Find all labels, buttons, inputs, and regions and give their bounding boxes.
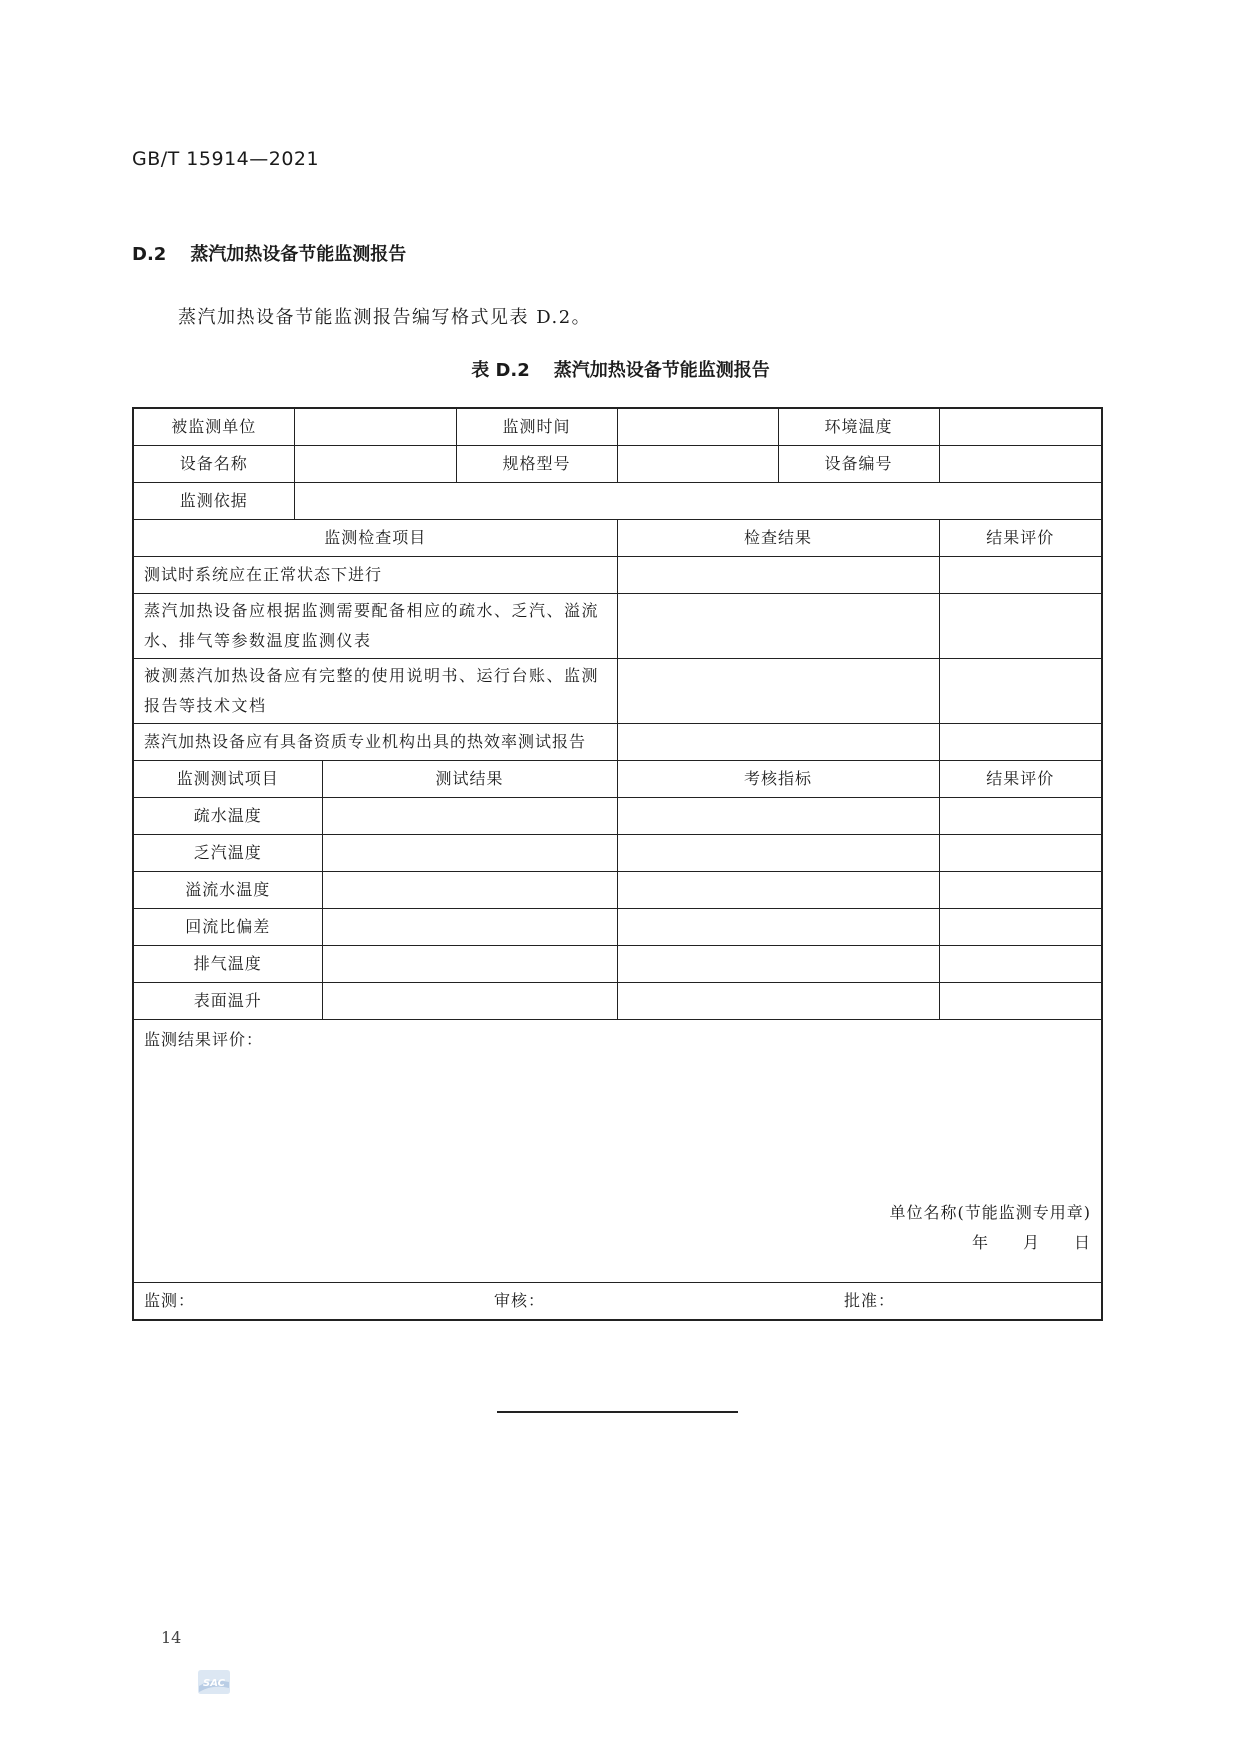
table-title-text: 蒸汽加热设备节能监测报告 [553,360,770,381]
table-number: 表 D.2 [471,360,530,381]
check-eval[interactable] [939,659,1102,724]
check-header: 监测检查项目 [133,520,617,557]
test-header: 结果评价 [939,761,1102,798]
check-result[interactable] [617,594,939,659]
check-header: 检查结果 [617,520,939,557]
test-item: 表面温升 [133,983,322,1020]
test-result[interactable] [322,946,617,983]
check-eval[interactable] [939,557,1102,594]
unit-seal-label: 单位名称(节能监测专用章) [889,1203,1091,1222]
test-eval[interactable] [939,835,1102,872]
check-header-row [133,520,1102,557]
info-value[interactable] [617,408,778,446]
test-result[interactable] [322,983,617,1020]
info-value[interactable] [939,446,1102,483]
test-item: 溢流水温度 [133,872,322,909]
sac-logo-text: SAC [203,1678,225,1689]
test-row [133,946,1102,983]
check-result[interactable] [617,557,939,594]
test-eval[interactable] [939,872,1102,909]
signature-cell [133,1283,1102,1321]
test-item: 回流比偏差 [133,909,322,946]
test-row [133,983,1102,1020]
info-label: 监测依据 [133,483,294,520]
report-table [132,407,1103,1321]
intro-paragraph: 蒸汽加热设备节能监测报告编写格式见表 D.2。 [178,307,592,328]
evaluation-label: 监测结果评价： [144,1030,264,1049]
check-row [133,594,1102,659]
monitor-signature[interactable]: 监测： [144,1291,196,1310]
info-value[interactable] [294,446,456,483]
check-item: 测试时系统应在正常状态下进行 [133,557,617,594]
check-item: 蒸汽加热设备应根据监测需要配备相应的疏水、乏汽、溢流水、排气等参数温度监测仪表 [133,594,617,659]
test-index[interactable] [617,983,939,1020]
test-index[interactable] [617,835,939,872]
test-index[interactable] [617,872,939,909]
test-header: 监测测试项目 [133,761,322,798]
test-eval[interactable] [939,798,1102,835]
section-title: 蒸汽加热设备节能监测报告 [190,244,407,265]
test-row [133,872,1102,909]
sac-logo-icon [197,1668,231,1696]
signature-row [133,1283,1102,1321]
test-index[interactable] [617,909,939,946]
review-signature[interactable]: 审核： [494,1291,546,1310]
info-row-3 [133,483,1102,520]
check-item: 被测蒸汽加热设备应有完整的使用说明书、运行台账、监测报告等技术文档 [133,659,617,724]
check-row [133,557,1102,594]
check-header: 结果评价 [939,520,1102,557]
check-result[interactable] [617,659,939,724]
test-row [133,909,1102,946]
section-heading [132,240,406,266]
info-row-1 [133,408,1102,446]
info-label: 环境温度 [778,408,939,446]
check-item: 蒸汽加热设备应有具备资质专业机构出具的热效率测试报告 [133,724,617,761]
page-number: 14 [161,1628,182,1647]
check-eval[interactable] [939,594,1102,659]
info-label: 规格型号 [456,446,617,483]
test-eval[interactable] [939,946,1102,983]
table-title [0,356,1241,382]
info-label: 设备编号 [778,446,939,483]
date-year: 年 [971,1233,989,1252]
info-value[interactable] [294,408,456,446]
date-line [938,1228,1091,1258]
info-value[interactable] [294,483,1102,520]
evaluation-row [133,1020,1102,1283]
test-eval[interactable] [939,909,1102,946]
test-result[interactable] [322,872,617,909]
test-item: 乏汽温度 [133,835,322,872]
info-row-2 [133,446,1102,483]
check-row [133,659,1102,724]
check-row [133,724,1102,761]
info-label: 监测时间 [456,408,617,446]
info-value[interactable] [617,446,778,483]
test-result[interactable] [322,909,617,946]
info-label: 设备名称 [133,446,294,483]
info-label: 被监测单位 [133,408,294,446]
test-row [133,798,1102,835]
test-item: 排气温度 [133,946,322,983]
test-header: 测试结果 [322,761,617,798]
test-header-row [133,761,1102,798]
test-result[interactable] [322,798,617,835]
check-result[interactable] [617,724,939,761]
info-value[interactable] [939,408,1102,446]
test-row [133,835,1102,872]
test-index[interactable] [617,946,939,983]
standard-code: GB/T 15914—2021 [132,148,320,170]
date-day: 日 [1073,1233,1091,1252]
test-index[interactable] [617,798,939,835]
end-rule [497,1411,738,1413]
test-item: 疏水温度 [133,798,322,835]
test-header: 考核指标 [617,761,939,798]
test-eval[interactable] [939,983,1102,1020]
evaluation-box[interactable] [133,1020,1102,1283]
approve-signature[interactable]: 批准： [844,1291,896,1310]
check-eval[interactable] [939,724,1102,761]
test-result[interactable] [322,835,617,872]
section-number: D.2 [132,244,167,265]
date-month: 月 [1022,1233,1040,1252]
